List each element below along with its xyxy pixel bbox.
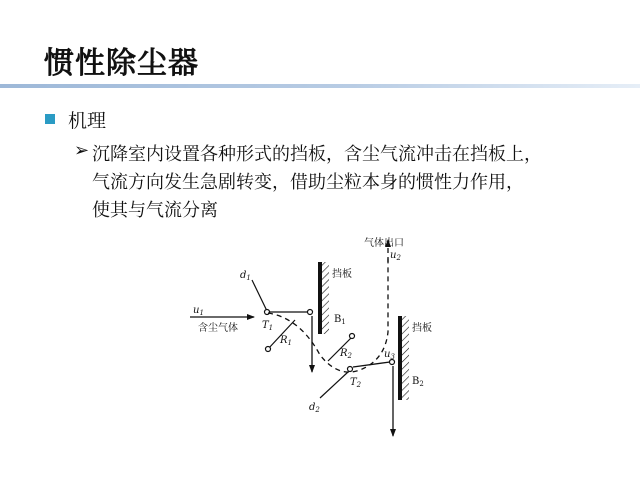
- body-text-line-1: 沉降室内设置各种形式的挡板，含尘气流冲击在挡板上，: [92, 144, 542, 165]
- inlet-gas-label: 含尘气体: [198, 323, 238, 334]
- outlet-label: 气体出口: [364, 238, 404, 249]
- slide-title: 惯性除尘器: [44, 46, 199, 81]
- particle-path-2: [353, 362, 390, 367]
- d2-pointer: [320, 372, 348, 398]
- baffle-2-label: 挡板: [412, 323, 432, 334]
- r1-center: [266, 347, 271, 352]
- bullet-heading: 机理: [68, 110, 107, 132]
- u3-label: $u_3$: [384, 349, 395, 361]
- d2-label: $d_2$: [309, 402, 320, 414]
- b1-label: $B_1$: [334, 314, 346, 326]
- body-text-line-3: 使其与气流分离: [92, 200, 218, 221]
- r1-label: $R_1$: [280, 335, 292, 347]
- t1-label: $T_1$: [262, 320, 274, 332]
- svg-text:u2: $u_2$: [390, 250, 401, 262]
- r2-center: [350, 334, 355, 339]
- baffle-1-label: 挡板: [332, 269, 352, 280]
- particle-point-t2: [348, 367, 353, 372]
- sub-bullet-arrow-icon: ➢: [74, 140, 90, 161]
- baffle-1: [318, 262, 329, 334]
- baffle-2: [398, 316, 409, 400]
- u1-label: $u_1$: [193, 305, 204, 317]
- t2-label: $T_2$: [350, 377, 362, 389]
- b2-label: $B_2$: [412, 376, 424, 388]
- r2-label: $R_2$: [340, 348, 352, 360]
- impact-point-1: [308, 310, 313, 315]
- body-text-line-2: 气流方向发生急剧转变，借助尘粒本身的惯性力作用，: [92, 172, 524, 193]
- d1-pointer: [252, 280, 267, 311]
- d1-label: $d_1$: [240, 270, 251, 282]
